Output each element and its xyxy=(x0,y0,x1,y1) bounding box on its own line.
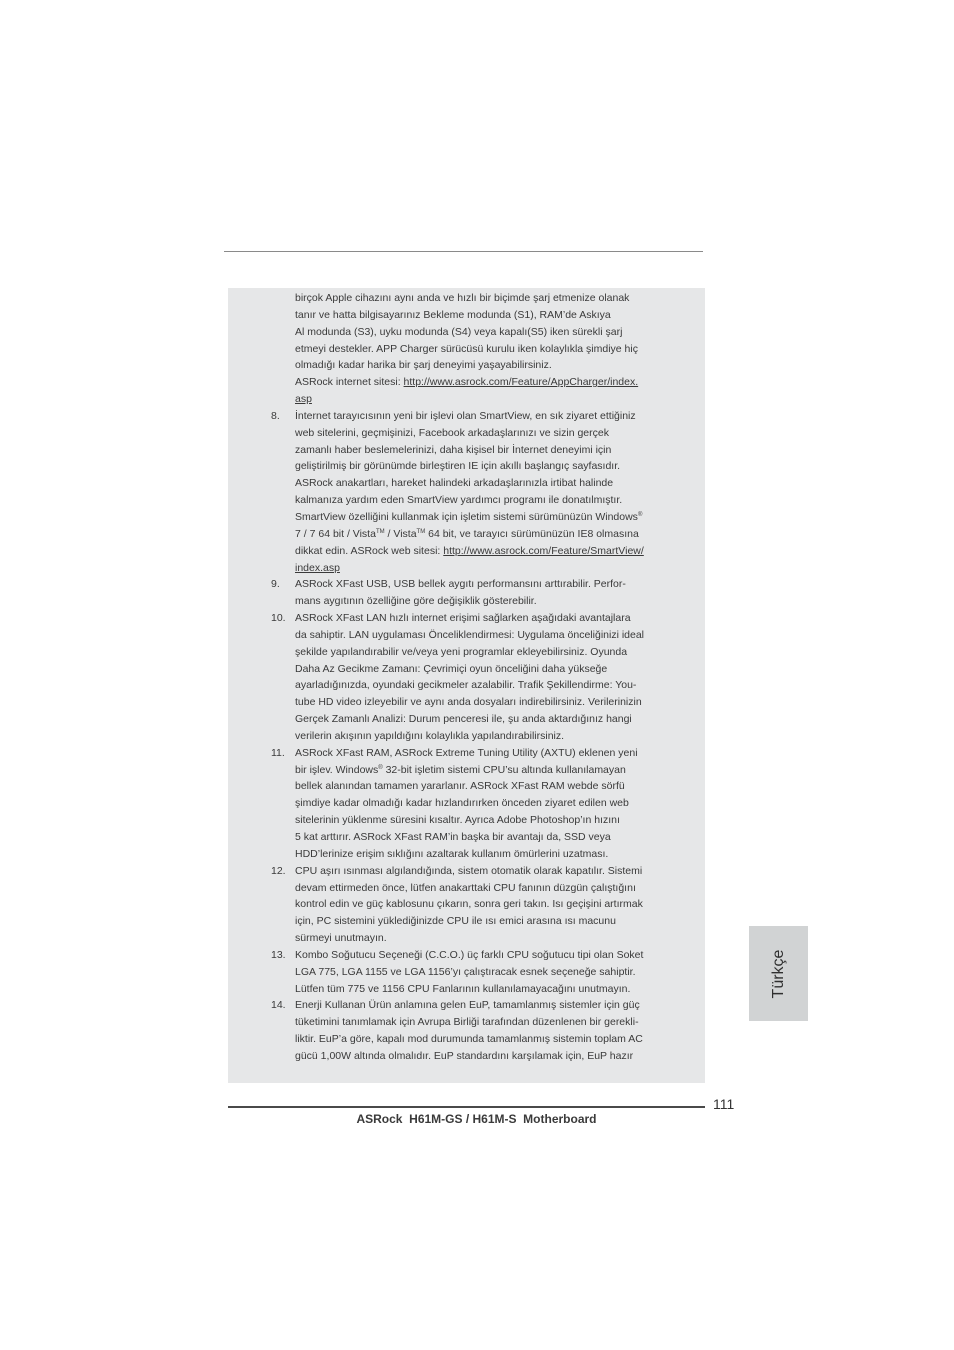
line-text: mans aygıtının özelliğine göre değişiklik gösterebilir. xyxy=(295,595,537,608)
text-line xyxy=(271,627,701,644)
text-line xyxy=(271,408,701,425)
line-text: CPU aşırı ısınması algılandığında, sistem otomatik olarak kapatılır. Sistemi xyxy=(295,864,643,877)
line-text: bellek alanından tamamen yararlanır. ASRock XFast RAM webde sörfü xyxy=(295,780,625,793)
text-line xyxy=(271,745,701,762)
footer-title: ASRock H61M-GS / H61M-S Motherboard xyxy=(356,1112,597,1126)
text-line xyxy=(271,374,701,391)
line-text: sitelerinin yüklenme süresini kısaltır. Ayrıca Adobe Photoshop’ın hızını xyxy=(295,814,620,827)
text-line xyxy=(271,610,701,627)
line-text: web sitelerini, geçmişinizi, Facebook arkadaşlarınızı ve sizin gerçek xyxy=(295,426,609,439)
list-item-number: 13. xyxy=(271,948,286,961)
text-line xyxy=(271,543,701,560)
line-text: tüketimini tanımlamak için Avrupa Birliği tarafından düzenlenen bir gerekli- xyxy=(295,1016,639,1029)
text-line xyxy=(271,846,701,863)
text-line xyxy=(271,442,701,459)
line-text: verilerin akışının yapıldığını kolaylıkla yapılandırabilirsiniz. xyxy=(295,729,565,742)
text-line xyxy=(271,307,701,324)
footer-rule xyxy=(228,1106,705,1108)
text-line xyxy=(271,391,701,408)
list-item-number: 9. xyxy=(271,578,280,591)
text-line xyxy=(271,812,701,829)
line-text: 7 / 7 64 bit / Vista xyxy=(295,527,376,540)
text-line xyxy=(271,593,701,610)
line-text: ASRock anakartları, hareket halindeki arkadaşlarınızla irtibat halinde xyxy=(295,477,614,490)
line-text: ayarladığınızda, oyundaki gecikmeler azalabilir. Trafik Şekillendirme: You- xyxy=(295,679,637,692)
line-text: ASRock XFast USB, USB bellek aygıtı performansını arttırabilir. Perfor- xyxy=(295,578,626,591)
text-line xyxy=(271,560,701,577)
text-line xyxy=(271,526,701,543)
url-link[interactable]: http://www.asrock.com/Feature/SmartView/ xyxy=(443,544,644,557)
text-line xyxy=(271,324,701,341)
text-line xyxy=(271,863,701,880)
line-text: tanır ve hatta bilgisayarınız Bekleme modunda (S1), RAM’de Askıya xyxy=(295,308,611,321)
line-text: tube HD video izleyebilir ve aynı anda dosyaları indirebilirsiniz. Verilerinizin xyxy=(295,696,642,709)
text-line xyxy=(271,997,701,1014)
text-line xyxy=(271,357,701,374)
text-line xyxy=(271,1031,701,1048)
line-text: etmeyi destekler. APP Charger sürücüsü kurulu iken kolaylıkla şimdiye hiç xyxy=(295,342,638,355)
text-line xyxy=(271,880,701,897)
url-link[interactable]: http://www.asrock.com/Feature/AppCharger/index. xyxy=(403,376,639,389)
text-line xyxy=(271,981,701,998)
line-text: geliştirilmiş bir görünümde birleştiren IE için akıllı başlangıç sayfasıdır. xyxy=(295,460,621,473)
text-line xyxy=(271,341,701,358)
line-text: Gerçek Zamanlı Analizi: Durum penceresi ile, şu anda aktardığınız hangi xyxy=(295,713,632,726)
list-item-number: 8. xyxy=(271,409,280,422)
line-text: gücü 1,00W altında olmalıdır. EuP standardını karşılamak için, EuP hazır xyxy=(295,1049,634,1062)
page-number: 111 xyxy=(713,1096,735,1112)
line-text: İnternet tarayıcısının yeni bir işlevi olan SmartView, en sık ziyaret ettiğiniz xyxy=(295,409,636,422)
line-text: da sahiptir. LAN uygulaması Önceliklendirmesi: Uygulama önceliğinizi ideal xyxy=(295,628,645,641)
text-line xyxy=(271,829,701,846)
text-line xyxy=(271,694,701,711)
text-line xyxy=(271,795,701,812)
list-item-number: 12. xyxy=(271,864,286,877)
text-line xyxy=(271,964,701,981)
line-text: Kombo Soğutucu Seçeneği (C.C.O.) üç farklı CPU soğutucu tipi olan Soket xyxy=(295,948,644,961)
language-tab-label: Türkçe xyxy=(769,949,787,998)
text-line xyxy=(271,509,701,526)
text-line xyxy=(271,947,701,964)
line-text: Lütfen tüm 775 ve 1156 CPU Fanlarının kullanılamayacağını unutmayın. xyxy=(295,982,631,995)
text-line xyxy=(271,913,701,930)
text-line xyxy=(271,711,701,728)
line-text: 32-bit işletim sistemi CPU’su altında kullanılamayan xyxy=(382,763,626,776)
text-line xyxy=(271,677,701,694)
text-line xyxy=(271,475,701,492)
text-line xyxy=(271,644,701,661)
list-item-number: 11. xyxy=(271,746,285,759)
line-text: 64 bit, ve tarayıcı sürümünüzün IE8 olmasına xyxy=(425,527,639,540)
text-line xyxy=(271,661,701,678)
line-text: Al modunda (S3), uyku modunda (S4) veya kapalı(S5) iken sürekli şarj xyxy=(295,325,623,338)
text-line xyxy=(271,1048,701,1065)
line-text: HDD’lerinize erişim sıklığını azaltarak kullanım ömürlerini uzatması. xyxy=(295,847,609,860)
line-text: liktir. EuP’a göre, kapalı mod durumunda tamamlanmış sistemin toplam AC xyxy=(295,1033,643,1046)
line-text: devam ettirmeden önce, lütfen anakarttaki CPU fanının düzgün çalıştığını xyxy=(295,881,636,894)
line-text: birçok Apple cihazını aynı anda ve hızlı bir biçimde şarj etmenize olanak xyxy=(295,292,630,304)
line-text: sürmeyi unutmayın. xyxy=(295,932,387,945)
line-text: bir işlev. Windows xyxy=(295,763,379,776)
line-text: LGA 775, LGA 1155 ve LGA 1156’yı çalıştıracak esnek seçeneğe sahiptir. xyxy=(295,965,636,978)
line-text: dikkat edin. ASRock web sitesi: xyxy=(295,544,444,557)
text-line xyxy=(271,1014,701,1031)
trademark-superscript: ® xyxy=(378,764,383,771)
language-tab xyxy=(749,926,808,1021)
text-line xyxy=(271,458,701,475)
text-line xyxy=(271,778,701,795)
text-line xyxy=(271,492,701,509)
line-text: şekilde yapılandırabilir ve/veya yeni programlar ekleyebilirsiniz. Oyunda xyxy=(295,645,628,658)
text-line xyxy=(271,290,701,307)
text-line xyxy=(271,425,701,442)
line-text: kalmanıza yardım eden SmartView yardımcı programı ile donatılmıştır. xyxy=(295,494,623,507)
trademark-superscript: TM xyxy=(416,528,426,535)
line-text: olmadığı kadar harika bir şarj deneyimi yaşayabilirsiniz. xyxy=(295,359,552,372)
url-link[interactable]: asp xyxy=(295,393,312,406)
line-text: / Vista xyxy=(384,527,417,540)
text-line xyxy=(271,896,701,913)
line-text: SmartView özelliğini kullanmak için işletim sistemi sürümünüzün Windows xyxy=(295,510,638,523)
header-rule xyxy=(224,251,703,252)
url-link[interactable]: index.asp xyxy=(295,561,340,574)
text-line xyxy=(271,576,701,593)
line-text: Enerji Kullanan Ürün anlamına gelen EuP, tamamlanmış sistemler için güç xyxy=(295,999,640,1012)
line-text: şimdiye kadar olmadığı kadar hızlandırırken önceden ziyaret edilen web xyxy=(295,797,629,810)
line-text: kontrol edin ve güç kablosunu çıkarın, sonra geri takın. Isı geçişini artırmak xyxy=(295,898,643,911)
trademark-superscript: TM xyxy=(375,528,385,535)
text-line xyxy=(271,930,701,947)
line-text: ASRock XFast RAM, ASRock Extreme Tuning Utility (AXTU) eklenen yeni xyxy=(295,746,638,759)
line-text: ASRock internet sitesi: xyxy=(295,376,404,389)
line-text: Daha Az Gecikme Zamanı: Çevrimiçi oyun önceliğini daha yükseğe xyxy=(295,662,608,675)
text-line xyxy=(271,762,701,779)
trademark-superscript: ® xyxy=(637,511,643,518)
list-item-number: 10. xyxy=(271,612,286,625)
line-text: için, PC sistemini yüklediğinizde CPU ile ısı emici arasına ısı macunu xyxy=(295,915,616,928)
line-text: zamanlı haber beslemelerinizi, daha kişisel bir İnternet deneyimi için xyxy=(295,443,612,456)
feature-notes-list xyxy=(271,290,701,1065)
list-item-number: 14. xyxy=(271,999,286,1012)
line-text: ASRock XFast LAN hızlı internet erişimi sağlarken aşağıdaki avantajlara xyxy=(295,612,631,625)
line-text: 5 kat arttırır. ASRock XFast RAM’in başka bir avantajı da, SSD veya xyxy=(295,831,611,843)
text-line xyxy=(271,728,701,745)
